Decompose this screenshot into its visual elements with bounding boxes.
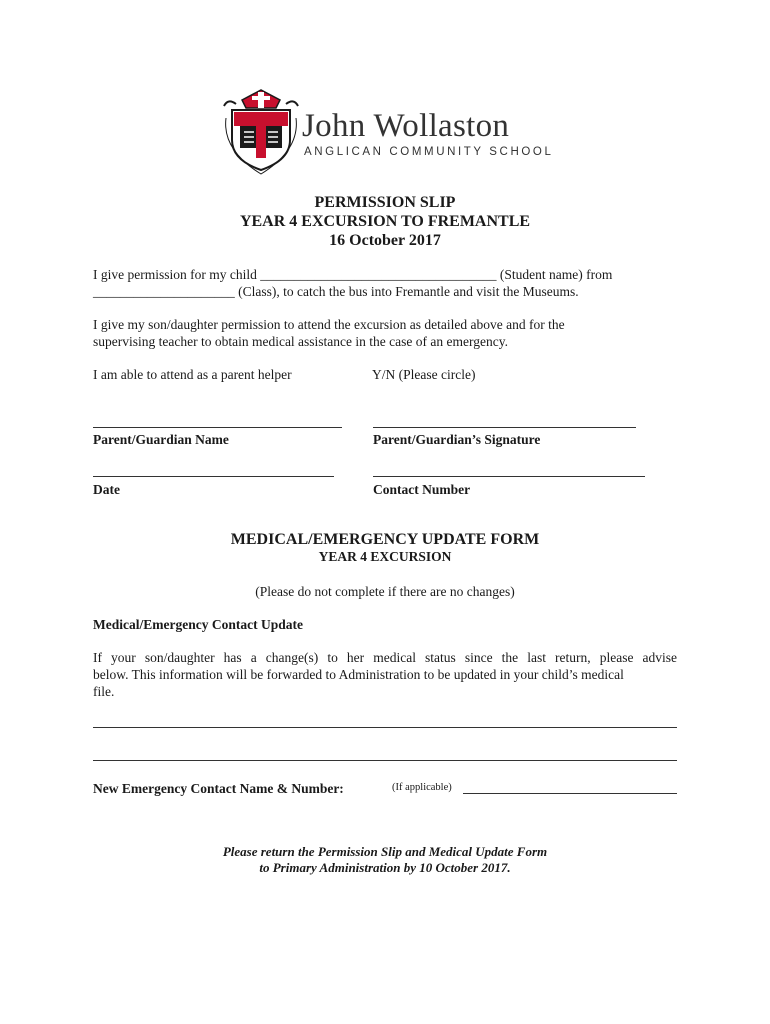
permission-subtitle: YEAR 4 EXCURSION TO FREMANTLE [239,213,531,230]
parent-signature-line[interactable] [373,427,636,428]
parent-signature-label: Parent/Guardian’s Signature [373,432,541,447]
permission-date: 16 October 2017 [329,232,441,249]
consent-line-2: supervising teacher to obtain medical assistance in the case of an emergency. [93,334,508,349]
medical-notes-line-1[interactable] [93,727,677,728]
date-label: Date [93,482,120,497]
new-contact-line[interactable] [463,793,677,794]
permission-title: PERMISSION SLIP [314,194,456,211]
medical-para-line-1: If your son/daughter has a change(s) to her medical status since the last return, please advise [93,650,677,665]
medical-para-line-3: file. [93,684,115,699]
medical-notes-line-2[interactable] [93,760,677,761]
permission-line-1: I give permission for my child ___________________________________ (Student name) from [93,267,613,282]
medical-para-line-2: below. This information will be forwarded to Administration to be updated in your child’s medical [93,667,624,682]
new-contact-label: New Emergency Contact Name & Number: [93,781,344,796]
school-crest-icon [218,88,304,176]
school-subtitle: ANGLICAN COMMUNITY SCHOOL [304,146,554,158]
contact-number-line[interactable] [373,476,645,477]
contact-number-label: Contact Number [373,482,471,497]
permission-line-2: _____________________ (Class), to catch the bus into Fremantle and visit the Museums. [93,284,579,299]
medical-title: MEDICAL/EMERGENCY UPDATE FORM [230,531,540,548]
return-instruction-2: to Primary Administration by 10 October 2017. [259,860,511,875]
parent-name-line[interactable] [93,427,342,428]
medical-section-label: Medical/Emergency Contact Update [93,617,303,632]
school-name: John Wollaston [302,108,510,144]
medical-note: (Please do not complete if there are no changes) [255,584,515,599]
medical-subtitle: YEAR 4 EXCURSION [318,549,452,564]
parent-name-label: Parent/Guardian Name [93,432,229,447]
if-applicable-note: (If applicable) [392,782,452,793]
return-instruction-1: Please return the Permission Slip and Medical Update Form [222,844,548,859]
consent-line-1: I give my son/daughter permission to attend the excursion as detailed above and for the [93,317,565,332]
date-line[interactable] [93,476,334,477]
parent-helper-label: I am able to attend as a parent helper [93,367,292,382]
parent-helper-yn[interactable]: Y/N (Please circle) [372,367,476,382]
